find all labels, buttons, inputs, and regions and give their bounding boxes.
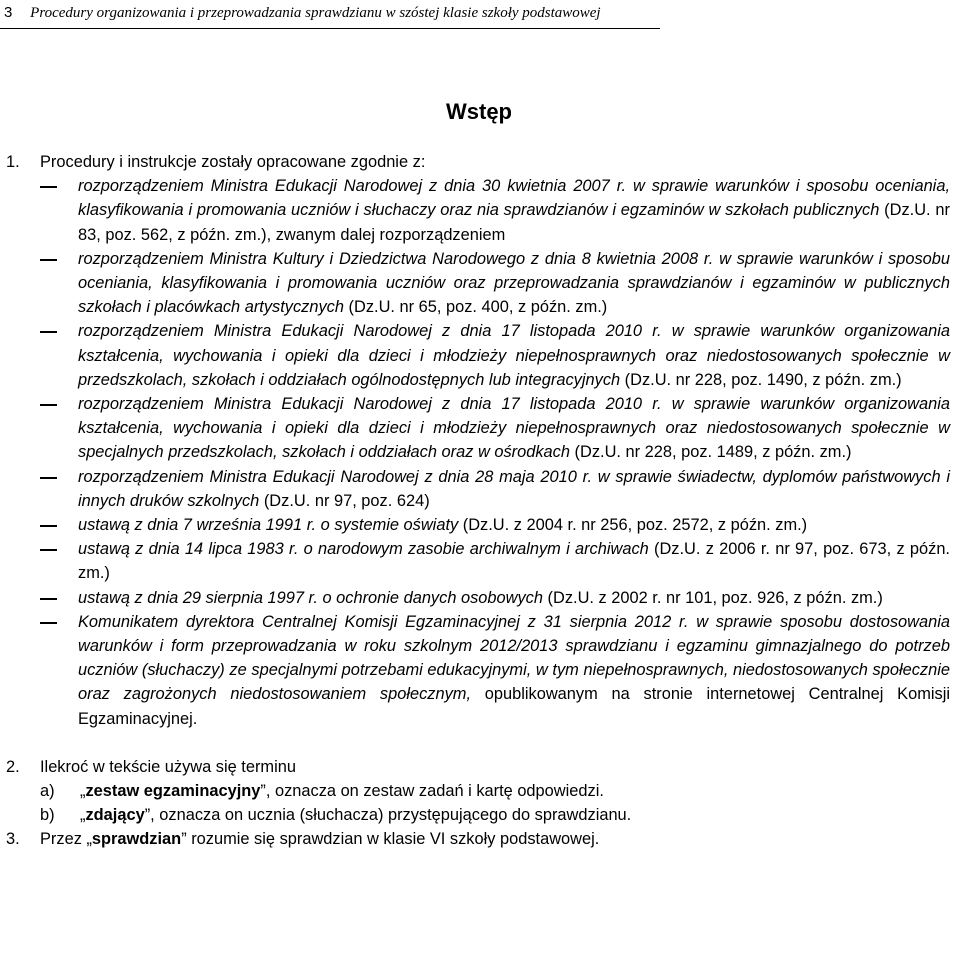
numbered-item-1 — [0, 150, 960, 174]
open-quote: „ — [80, 782, 86, 801]
legal-reference — [0, 319, 960, 392]
legal-reference — [0, 537, 960, 585]
legal-reference — [0, 586, 960, 610]
reference-title: rozporządzeniem Ministra Edukacji Narodowej z dnia 17 listopada 2010 r. w sprawie warunków organizowania kształcenia, wychowania i opieki dla dzieci i młodzieży niepełnosprawnych oraz niedostosowanych społecznie w specjalnych przedszkolach, szkołach i oddziałach oraz w ośrodkach — [78, 395, 950, 462]
page-number: 3 — [4, 4, 13, 21]
reference-citation: (Dz.U. nr 83, poz. 562, z późn. zm.), zwanym dalej rozporządzeniem — [78, 201, 950, 244]
defined-term: zdający — [85, 806, 145, 825]
reference-citation: (Dz.U. nr 65, poz. 400, z późn. zm.) — [344, 298, 608, 317]
sub-item-label: b) — [40, 806, 55, 825]
spacer — [0, 731, 960, 755]
item-number: 1. — [6, 153, 20, 171]
legal-reference — [0, 174, 960, 247]
item-number: 3. — [6, 830, 20, 849]
reference-title: ustawą z dnia 7 września 1991 r. o systemie oświaty — [78, 516, 459, 535]
definition-text: , oznacza on zestaw zadań i kartę odpowiedzi. — [265, 782, 604, 801]
dash-bullet — [40, 549, 57, 551]
reference-citation: (Dz.U. z 2004 r. nr 256, poz. 2572, z późn. zm.) — [458, 516, 808, 535]
dash-bullet — [40, 525, 57, 527]
dash-bullet — [40, 331, 57, 333]
header-title: Procedury organizowania i przeprowadzania sprawdzianu w szóstej klasie szkoły podstawowej — [30, 5, 601, 21]
open-quote: „ — [86, 830, 92, 849]
definition-item — [0, 803, 960, 827]
open-quote: „ — [80, 806, 86, 825]
reference-title: rozporządzeniem Ministra Edukacji Narodowej z dnia 17 listopada 2010 r. w sprawie warunków organizowania kształcenia, wychowania i opieki dla dzieci i młodzieży niepełnosprawnych oraz niedostosowanych społecznie w przedszkolach, szkołach i oddziałach ogólnodostępnych lub integracyjnych — [78, 322, 950, 389]
close-quote: ” — [260, 782, 266, 801]
reference-citation: (Dz.U. z 2002 r. nr 101, poz. 926, z późn. zm.) — [543, 588, 883, 607]
document-body — [0, 150, 960, 852]
item-intro: Ilekroć w tekście używa się terminu — [40, 757, 296, 776]
reference-citation: opublikowanym na stronie internetowej Centralnej Komisji Egzaminacyjnej. — [78, 685, 950, 728]
reference-title: rozporządzeniem Ministra Kultury i Dziedzictwa Narodowego z dnia 8 kwietnia 2008 r. w sprawie warunków i sposobu oceniania, klasyfikowania i promowania uczniów oraz przeprowadzania sprawdzianów i egzaminów w publicznych szkołach i placówkach artystycznych — [78, 249, 950, 317]
definition-text: , oznacza on ucznia (słuchacza) przystępującego do sprawdzianu. — [150, 806, 632, 825]
dash-bullet — [40, 598, 57, 600]
reference-title: rozporządzeniem Ministra Edukacji Narodowej z dnia 30 kwietnia 2007 r. w sprawie warunków i sposobu oceniania, klasyfikowania i promowania uczniów i słuchaczy oraz nia sprawdzianów i egzaminów w szkołach publicznych — [78, 177, 950, 220]
dash-bullet — [40, 477, 57, 479]
reference-title: ustawą z dnia 14 lipca 1983 r. o narodowym zasobie archiwalnym i archiwach — [78, 540, 649, 559]
dash-bullet — [40, 622, 57, 624]
legal-reference — [0, 392, 960, 465]
item-intro: Procedury i instrukcje zostały opracowane zgodnie z: — [40, 153, 426, 171]
close-quote: ” — [144, 806, 151, 825]
close-quote: ” — [181, 830, 187, 849]
item-prefix: Przez — [40, 830, 87, 849]
dash-bullet — [40, 259, 57, 261]
reference-citation: (Dz.U. nr 97, poz. 624) — [259, 491, 430, 510]
legal-reference — [0, 513, 960, 537]
reference-title: Komunikatem dyrektora Centralnej Komisji Egzaminacyjnej z 31 sierpnia 2012 r. w sprawie sposobu dostosowania warunków i form przeprowadzania w roku szkolnym 2012/2013 sprawdzianu i egzaminu gimnazjalnego do potrzeb uczniów (słuchaczy) ze specjalnymi potrzebami edukacyjnymi, w tym niepełnosprawnych, niedostosowanych społecznie oraz zagrożonych niedostosowaniem społecznym, — [78, 612, 950, 704]
reference-citation: (Dz.U. z 2006 r. nr 97, poz. 673, z późn. zm.) — [78, 540, 950, 583]
numbered-item-2 — [0, 755, 960, 779]
definition-text: rozumie się sprawdzian w klasie VI szkoły podstawowej. — [186, 830, 600, 849]
dash-bullet — [40, 404, 57, 406]
legal-reference — [0, 610, 960, 731]
reference-citation: (Dz.U. nr 228, poz. 1490, z późn. zm.) — [620, 370, 902, 389]
running-header — [4, 4, 601, 22]
defined-term: zestaw egzaminacyjny — [85, 782, 261, 801]
legal-references-list — [0, 174, 960, 731]
reference-title: ustawą z dnia 29 sierpnia 1997 r. o ochronie danych osobowych — [78, 588, 543, 607]
definition-item — [0, 779, 960, 803]
legal-reference — [0, 247, 960, 320]
defined-term: sprawdzian — [91, 830, 182, 849]
dash-bullet — [40, 186, 57, 188]
header-divider — [0, 28, 660, 29]
reference-citation: (Dz.U. nr 228, poz. 1489, z późn. zm.) — [569, 443, 852, 462]
reference-title: rozporządzeniem Ministra Edukacji Narodowej z dnia 28 maja 2010 r. w sprawie świadectw, dyplomów państwowych i innych druków szkolnych — [78, 467, 950, 510]
section-heading: Wstęp — [446, 99, 512, 124]
legal-reference — [0, 465, 960, 513]
sub-item-label: a) — [40, 782, 55, 801]
item-number: 2. — [6, 757, 20, 776]
numbered-item-3 — [0, 827, 960, 851]
